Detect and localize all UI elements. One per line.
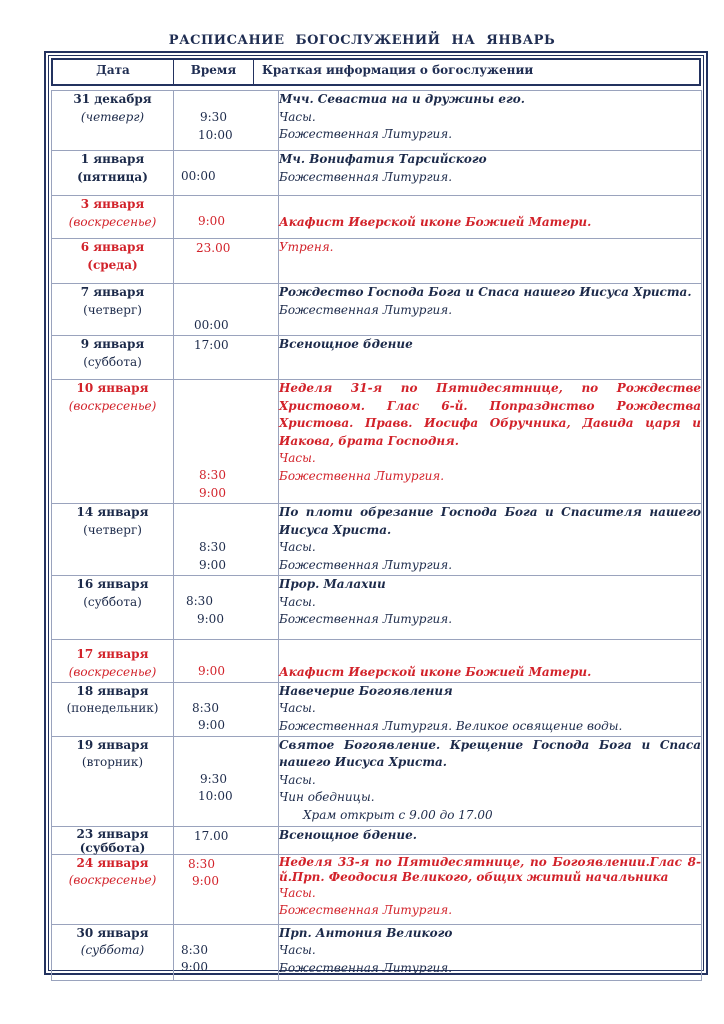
time-value: 8:30 <box>181 942 208 957</box>
date-label: 6 января <box>80 240 145 254</box>
service-line: Божественная Литургия. <box>279 302 453 317</box>
time-value: 17:00 <box>194 338 229 352</box>
info-cell <box>279 239 702 284</box>
service-line: Божественная Литургия. <box>279 960 453 975</box>
service-line: Храм открыт с 9.00 до 17.00 <box>303 807 493 822</box>
time-value: 17.00 <box>194 828 229 843</box>
date-label: 19 января <box>76 737 149 752</box>
service-title: Акафист Иверской иконе Божией Матери. <box>279 665 592 679</box>
info-cell <box>279 151 702 196</box>
info-cell <box>279 284 702 336</box>
date-cell <box>52 504 174 576</box>
time-cell <box>174 196 279 239</box>
time-value: 9:00 <box>181 960 208 974</box>
date-cell <box>52 380 174 504</box>
date-label: 17 января <box>76 647 149 661</box>
service-title: Навечерие Богоявления <box>279 683 453 698</box>
service-line: Часы. <box>279 451 316 465</box>
table-row <box>52 682 702 736</box>
table-row <box>52 380 702 504</box>
table-row <box>52 196 702 239</box>
date-cell <box>52 284 174 336</box>
weekday-label: (суббота) <box>83 354 142 369</box>
weekday-label: (воскресенье) <box>68 398 157 413</box>
info-cell <box>279 336 702 380</box>
time-value: 9:30 <box>200 110 227 124</box>
time-value: 9:00 <box>198 664 225 678</box>
service-line: Часы. <box>279 701 316 715</box>
date-cell <box>52 336 174 380</box>
service-line: Божественная Литургия. <box>279 557 453 572</box>
time-value: 00:00 <box>181 169 216 183</box>
weekday-label: (четверг) <box>83 302 142 317</box>
info-cell <box>279 736 702 826</box>
table-header <box>51 58 701 86</box>
table-row <box>52 336 702 380</box>
service-line: Чин обедницы. <box>279 790 375 804</box>
time-value: 00:00 <box>194 318 229 332</box>
table-row <box>52 640 702 683</box>
date-cell <box>52 736 174 826</box>
weekday-label: (вторник) <box>81 755 144 769</box>
table-row <box>52 284 702 336</box>
service-title: Мчч. Севастиа на и дружины его. <box>279 92 525 106</box>
weekday-label: (суббота) <box>80 943 145 957</box>
date-cell <box>52 151 174 196</box>
service-title: Акафист Иверской иконе Божией Матери. <box>279 215 592 229</box>
date-cell <box>52 196 174 239</box>
time-value: 9:00 <box>197 611 224 626</box>
time-value: 9:00 <box>199 485 226 500</box>
date-cell <box>52 239 174 284</box>
date-label: 1 января <box>80 152 145 166</box>
weekday-label: (суббота) <box>83 594 142 609</box>
service-title: Неделя 31-я по Пятидесятнице, по Рождестве Христовом. Глас 6-й. Попразднство Рождества Христова. Правв. Иосифа Обручника, Давида царя и Иакова, брата Господня. <box>279 381 701 448</box>
date-cell <box>52 826 174 854</box>
service-line: Божественная Литургия. <box>279 612 453 626</box>
info-cell <box>279 196 702 239</box>
time-value: 23.00 <box>196 241 231 255</box>
weekday-label: (четверг) <box>80 109 145 124</box>
date-label: 14 января <box>76 505 149 519</box>
header-time: Время <box>174 60 254 84</box>
time-value: 8:30 <box>199 540 226 554</box>
table-row <box>52 576 702 640</box>
service-line: Божественная Литургия. Великое освящение воды. <box>279 718 623 733</box>
service-line: Божественна Литургия. <box>279 468 445 483</box>
info-cell <box>279 826 702 854</box>
info-cell <box>279 682 702 736</box>
weekday-label: (среда) <box>87 257 138 272</box>
info-cell <box>279 640 702 683</box>
info-cell <box>279 504 702 576</box>
service-line: Часы. <box>279 772 316 787</box>
weekday-label: (четверг) <box>83 522 142 537</box>
table-row <box>52 854 702 924</box>
date-label: 3 января <box>80 197 145 211</box>
time-cell <box>174 151 279 196</box>
schedule-table <box>51 90 702 981</box>
date-label: 31 декабря <box>73 92 152 106</box>
info-cell <box>279 924 702 980</box>
table-row <box>52 924 702 980</box>
time-cell <box>174 640 279 683</box>
time-value: 9:30 <box>200 771 227 786</box>
table-row <box>52 151 702 196</box>
service-line: Часы. <box>279 109 316 124</box>
weekday-label: (воскресенье) <box>68 873 157 887</box>
time-value: 9:00 <box>198 718 225 732</box>
table-row <box>52 736 702 826</box>
date-label: 9 января <box>80 337 145 351</box>
service-title: Прп. Антония Великого <box>279 925 453 940</box>
service-line: Часы. <box>279 943 316 957</box>
date-cell <box>52 924 174 980</box>
weekday-label: (пятница) <box>77 169 148 184</box>
date-label: 30 января <box>76 925 149 940</box>
date-label: 23 января <box>76 826 149 841</box>
service-line: Часы. <box>279 540 316 554</box>
time-cell <box>174 336 279 380</box>
service-title: Неделя 33-я по Пятидесятнице, по Богоявлении.Глас 8-й.Прп. Феодосия Великого, общих житий начальника <box>279 854 701 884</box>
time-value: 9:00 <box>198 214 225 228</box>
time-cell <box>174 380 279 504</box>
time-value: 8:30 <box>192 700 219 715</box>
table-row <box>52 504 702 576</box>
service-line: Утреня. <box>279 240 334 254</box>
service-title: По плоти обрезание Господа Бога и Спасителя нашего Иисуса Христа. <box>279 505 701 537</box>
time-cell <box>174 854 279 924</box>
header-date: Дата <box>53 60 174 84</box>
time-cell <box>174 239 279 284</box>
date-cell <box>52 640 174 683</box>
weekday-label: (воскресенье) <box>68 214 157 229</box>
page-title: РАСПИСАНИЕ БОГОСЛУЖЕНИЙ НА ЯНВАРЬ <box>168 33 556 48</box>
date-cell <box>52 854 174 924</box>
info-cell <box>279 854 702 924</box>
service-title: Рождество Господа Бога и Спаса нашего Иисуса Христа. <box>279 285 692 299</box>
date-cell <box>52 576 174 640</box>
time-cell <box>174 576 279 640</box>
date-label: 18 января <box>76 683 149 698</box>
time-value: 8:30 <box>188 856 215 871</box>
date-cell <box>52 91 174 151</box>
date-label: 10 января <box>76 381 149 395</box>
weekday-label: (понедельник) <box>66 701 159 715</box>
time-value: 8:30 <box>186 594 213 608</box>
service-title: Прор. Малахии <box>279 577 386 591</box>
time-value: 9:00 <box>199 557 226 572</box>
time-cell <box>174 284 279 336</box>
time-cell <box>174 736 279 826</box>
weekday-label: (воскресенье) <box>68 664 157 679</box>
service-title: Святое Богоявление. Крещение Господа Бога и Спаса нашего Иисуса Христа. <box>279 737 701 769</box>
time-cell <box>174 826 279 854</box>
time-value: 8:30 <box>199 468 226 482</box>
info-cell <box>279 380 702 504</box>
service-title: Мч. Вонифатия Тарсийского <box>279 152 487 166</box>
time-value: 9:00 <box>192 874 219 888</box>
date-label: 24 января <box>76 855 149 870</box>
time-cell <box>174 91 279 151</box>
service-line: Божественная Литургия. <box>279 903 453 917</box>
date-label: 7 января <box>80 285 145 299</box>
time-value: 10:00 <box>198 127 233 142</box>
service-line: Часы. <box>279 594 316 609</box>
date-label: 16 января <box>76 577 149 591</box>
weekday-label: (суббота) <box>79 840 146 855</box>
service-title: Всенощное бдение. <box>279 827 417 842</box>
table-row <box>52 826 702 854</box>
header-info: Краткая информация о богослужении <box>262 63 534 77</box>
service-line: Божественная Литургия. <box>279 169 453 184</box>
time-value: 10:00 <box>198 789 233 803</box>
info-cell <box>279 576 702 640</box>
service-line: Божественная Литургия. <box>279 127 453 141</box>
time-cell <box>174 504 279 576</box>
info-cell <box>279 91 702 151</box>
time-cell <box>174 682 279 736</box>
date-cell <box>52 682 174 736</box>
time-cell <box>174 924 279 980</box>
table-row <box>52 239 702 284</box>
service-line: Часы. <box>279 885 316 900</box>
table-row <box>52 91 702 151</box>
service-title: Всенощное бдение <box>279 337 413 351</box>
